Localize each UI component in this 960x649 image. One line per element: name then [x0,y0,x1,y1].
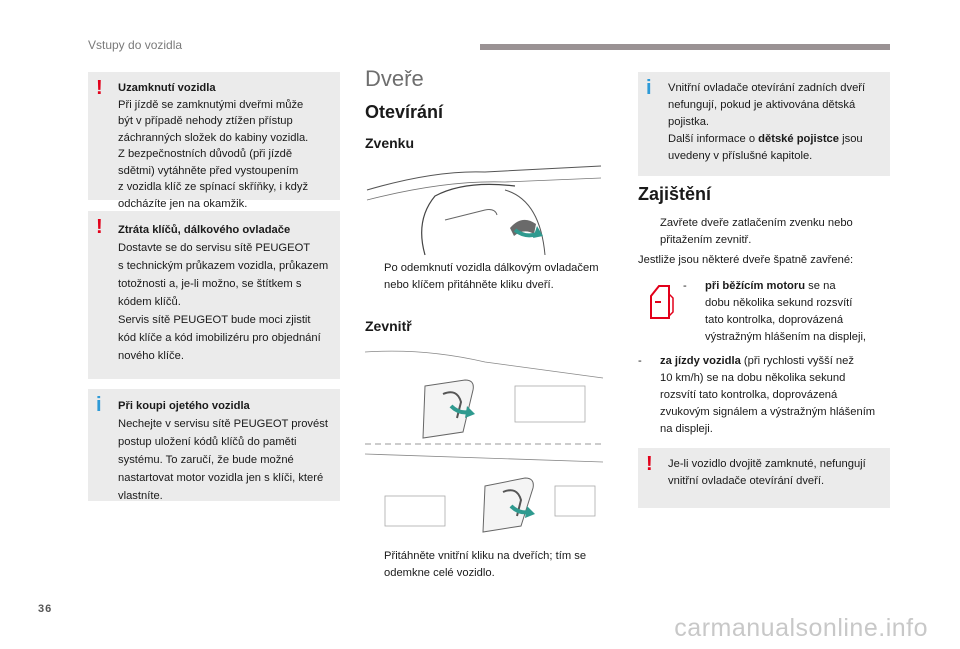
note-line: uvedeny v příslušné kapitole. [668,150,813,162]
condition-intro: Jestliže jsou některé dveře špatně zavřené: [638,254,854,266]
header-divider-bar [480,44,890,50]
note-line: být v případě nehody ztížen přístup [118,115,293,127]
note-line: postup uložení kódů klíčů do paměti [118,436,297,448]
exclamation-icon: ! [96,216,103,238]
closing-instruction [660,215,853,249]
note-line: vnitřní ovladače otevírání dveří. [668,475,825,487]
note-title: Při koupi ojetého vozidla [118,400,250,412]
section-heading-oteviran: Otevírání [365,102,444,122]
instruction-line: přitažením zevnitř. [660,234,752,246]
instruction-line: Zavřete dveře zatlačením zvenku nebo [660,217,853,229]
note-ztrata-klicu [88,211,340,379]
note-line: Z bezpečnostních důvodů (při jízdě [118,148,293,160]
note-line: Dostavte se do servisu sítě PEUGEOT [118,242,311,254]
note-line: s technickým průkazem vozidla, průkazem [118,260,329,272]
note-child-lock [638,72,890,176]
note-line: totožnosti a, je-li možno, se štítkem s [118,278,302,290]
case-line: výstražným hlášením na displeji, [705,331,867,343]
case-line: zvukovým signálem a výstražným hlášením [660,406,876,418]
case-line: rozsvítí tato kontrolka, doprovázená [660,389,838,401]
case-driving [660,353,875,438]
case-text: (při rychlosti vyšší než [740,355,854,367]
note-line: Nechejte v servisu sítě PEUGEOT provést [118,418,328,430]
note-text: jsou [839,133,863,145]
instruction-line: Přitáhněte vnitřní kliku na dveřích; tím se [384,550,587,562]
section-title: Vstupy do vozidla [88,38,183,52]
interior-door-handle-illustration [365,346,605,536]
case-engine-running [705,278,866,346]
note-line: Servis sítě PEUGEOT bude moci zjistit [118,314,311,326]
note-koupe-ojeteho [88,389,340,501]
note-uzamknuti [88,72,340,210]
note-line: sdětmi) vytáhněte před vystoupením [118,164,299,177]
page-title: Dveře [365,66,424,91]
instruction-line: Po odemknutí vozidla dálkovým ovladačem [384,262,599,274]
inside-instruction [384,548,586,582]
child-lock-link-text: dětské pojistce [758,133,839,145]
note-line: vlastníte. [118,490,163,502]
info-i-icon: i [646,77,652,99]
note-line [668,131,880,148]
note-double-lock [638,448,890,508]
note-line: nefungují, pokud je aktivována dětská [668,99,856,111]
case-bold: při běžícím motoru [705,280,806,292]
instruction-line: odemkne celé vozidlo. [384,567,495,579]
note-line: nastartovat motor vozidla jen s klíči, které [118,472,324,484]
exclamation-icon: ! [96,77,103,99]
note-line: Je-li vozidlo dvojitě zamknuté, nefungují [668,458,866,470]
case-line: tato kontrolka, doprovázená [705,314,844,326]
instruction-line: nebo klíčem přitáhněte kliku dveří. [384,279,554,291]
list-dash: - [638,355,642,367]
note-line: pojistka. [668,116,710,128]
case-line: na displeji. [660,423,713,435]
subheading-zvenku: Zvenku [365,135,415,151]
watermark: carmanualsonline.info [674,614,928,642]
note-line: z vozidla klíč ze spínací skříňky, i když [118,181,309,193]
note-line: Vnitřní ovladače otevírání zadních dveří [668,82,866,94]
case-text: se na [805,280,836,292]
case-line [660,353,875,370]
note-title: Uzamknutí vozidla [118,82,216,94]
outside-instruction [384,260,599,294]
note-line: odcházíte jen na okamžik. [118,197,248,210]
subheading-zevnitr: Zevnitř [365,318,412,334]
note-line: nového klíče. [118,350,184,362]
case-line [705,278,866,295]
page-number: 36 [38,603,53,615]
exterior-door-handle-illustration [365,160,605,260]
note-line: záchranných složek do kabiny vozidla. [118,131,309,144]
note-line: systému. To zaručí, že bude možné [118,454,294,466]
note-line: kód klíče a kód imobilizéru pro objednání [118,332,321,344]
note-text: Další informace o [668,133,759,145]
case-bold: za jízdy vozidla [660,355,741,367]
exclamation-icon: ! [646,453,653,475]
info-i-icon: i [96,394,102,416]
note-line: Při jízdě se zamknutými dveřmi může [118,98,304,111]
case-line: dobu několika sekund rozsvítí [705,297,853,309]
note-title: Ztráta klíčů, dálkového ovladače [118,224,291,236]
note-line: kódem klíčů. [118,296,181,308]
case-line: 10 km/h) se na dobu několika sekund [660,372,846,384]
door-open-warning-icon [645,282,675,322]
section-heading-zajisteni: Zajištění [638,184,712,204]
list-dash: - [683,280,687,292]
